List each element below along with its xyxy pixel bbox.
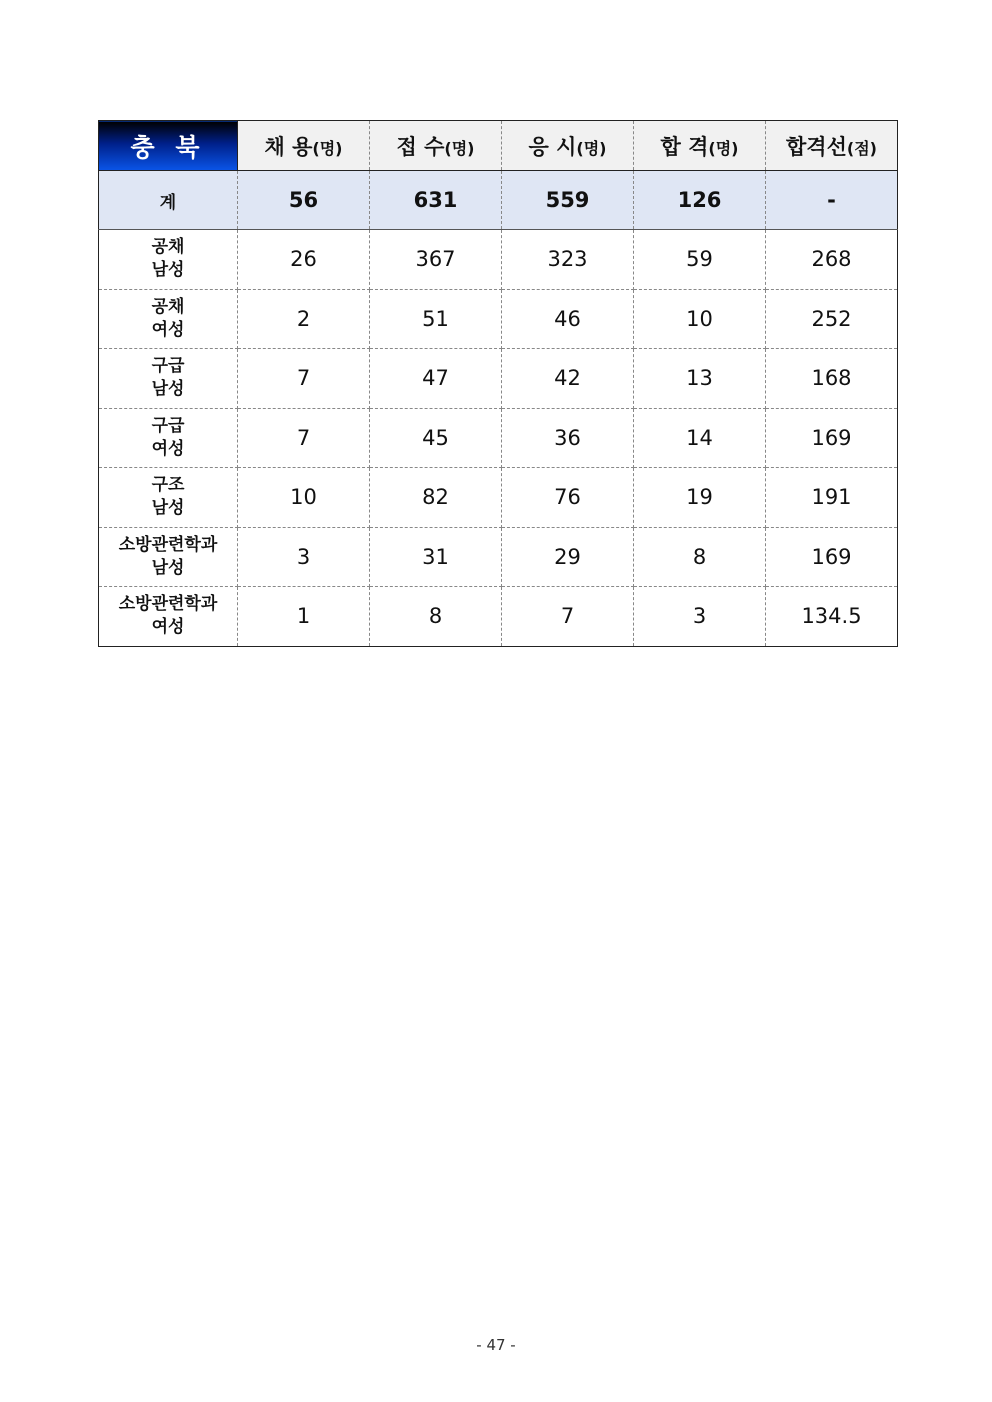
table-cell: 82	[370, 468, 502, 528]
header-unit: (명)	[576, 138, 607, 158]
table-row	[99, 230, 898, 290]
header-row	[99, 121, 898, 171]
table-cell: 2	[238, 289, 370, 349]
row-label-line2: 여성	[151, 617, 185, 638]
table-cell: 59	[634, 230, 766, 290]
row-label-line2: 남성	[151, 557, 185, 578]
header-main: 채 용	[264, 134, 313, 159]
total-row	[99, 171, 898, 230]
table-row	[99, 408, 898, 468]
table-cell: 26	[238, 230, 370, 290]
table-cell: 1	[238, 587, 370, 647]
region-header: 충 북	[99, 121, 238, 171]
table-cell: 46	[502, 289, 634, 349]
table-cell: 3	[238, 527, 370, 587]
table-cell: 8	[370, 587, 502, 647]
row-label-line1: 소방관련학과	[118, 594, 218, 615]
row-label-line1: 구급	[151, 356, 185, 377]
table-cell: 268	[766, 230, 898, 290]
header-cutoff	[766, 121, 898, 171]
table-cell: 134.5	[766, 587, 898, 647]
table-cell: 14	[634, 408, 766, 468]
header-tested	[502, 121, 634, 171]
table-cell: 323	[502, 230, 634, 290]
header-unit: (점)	[846, 138, 877, 158]
table-cell: 45	[370, 408, 502, 468]
page-number: - 47 -	[476, 1336, 516, 1354]
total-cell: 559	[502, 171, 634, 230]
table-cell: 252	[766, 289, 898, 349]
row-label-line1: 구급	[151, 415, 185, 436]
table-cell: 31	[370, 527, 502, 587]
header-unit: (명)	[708, 138, 739, 158]
row-label	[99, 587, 238, 647]
table-cell: 3	[634, 587, 766, 647]
table-cell: 29	[502, 527, 634, 587]
table-cell: 7	[238, 408, 370, 468]
row-label	[99, 349, 238, 409]
table-row	[99, 289, 898, 349]
table-cell: 7	[238, 349, 370, 409]
row-label	[99, 230, 238, 290]
row-label-line2: 여성	[151, 438, 185, 459]
table-cell: 13	[634, 349, 766, 409]
row-label	[99, 408, 238, 468]
table-cell: 169	[766, 527, 898, 587]
header-unit: (명)	[444, 138, 475, 158]
row-label-line1: 구조	[151, 475, 185, 496]
table-row	[99, 527, 898, 587]
table-row	[99, 349, 898, 409]
row-label-line1: 공채	[151, 237, 185, 258]
recruitment-stats-table	[98, 120, 898, 647]
table-cell: 76	[502, 468, 634, 528]
row-label-line2: 남성	[151, 260, 185, 281]
header-passed	[634, 121, 766, 171]
table-cell: 169	[766, 408, 898, 468]
table-cell: 8	[634, 527, 766, 587]
total-cell: 56	[238, 171, 370, 230]
table-cell: 168	[766, 349, 898, 409]
header-main: 합격선	[786, 134, 847, 159]
row-label-line2: 여성	[151, 319, 185, 340]
header-hired	[238, 121, 370, 171]
total-label: 계	[99, 171, 238, 230]
total-cell: -	[766, 171, 898, 230]
total-cell: 631	[370, 171, 502, 230]
table-cell: 51	[370, 289, 502, 349]
table-cell: 19	[634, 468, 766, 528]
row-label	[99, 527, 238, 587]
row-label-line2: 남성	[151, 379, 185, 400]
table-cell: 7	[502, 587, 634, 647]
header-applied	[370, 121, 502, 171]
table-cell: 47	[370, 349, 502, 409]
row-label	[99, 289, 238, 349]
table-row	[99, 587, 898, 647]
table-cell: 42	[502, 349, 634, 409]
row-label-line1: 소방관련학과	[118, 534, 218, 555]
header-unit: (명)	[312, 138, 343, 158]
row-label-line1: 공채	[151, 296, 185, 317]
row-label	[99, 468, 238, 528]
header-main: 접 수	[396, 134, 445, 159]
header-main: 응 시	[528, 134, 577, 159]
table-cell: 10	[634, 289, 766, 349]
table-cell: 367	[370, 230, 502, 290]
header-main: 합 격	[660, 134, 709, 159]
table-cell: 10	[238, 468, 370, 528]
table-cell: 36	[502, 408, 634, 468]
table-cell: 191	[766, 468, 898, 528]
total-cell: 126	[634, 171, 766, 230]
row-label-line2: 남성	[151, 498, 185, 519]
table-row	[99, 468, 898, 528]
